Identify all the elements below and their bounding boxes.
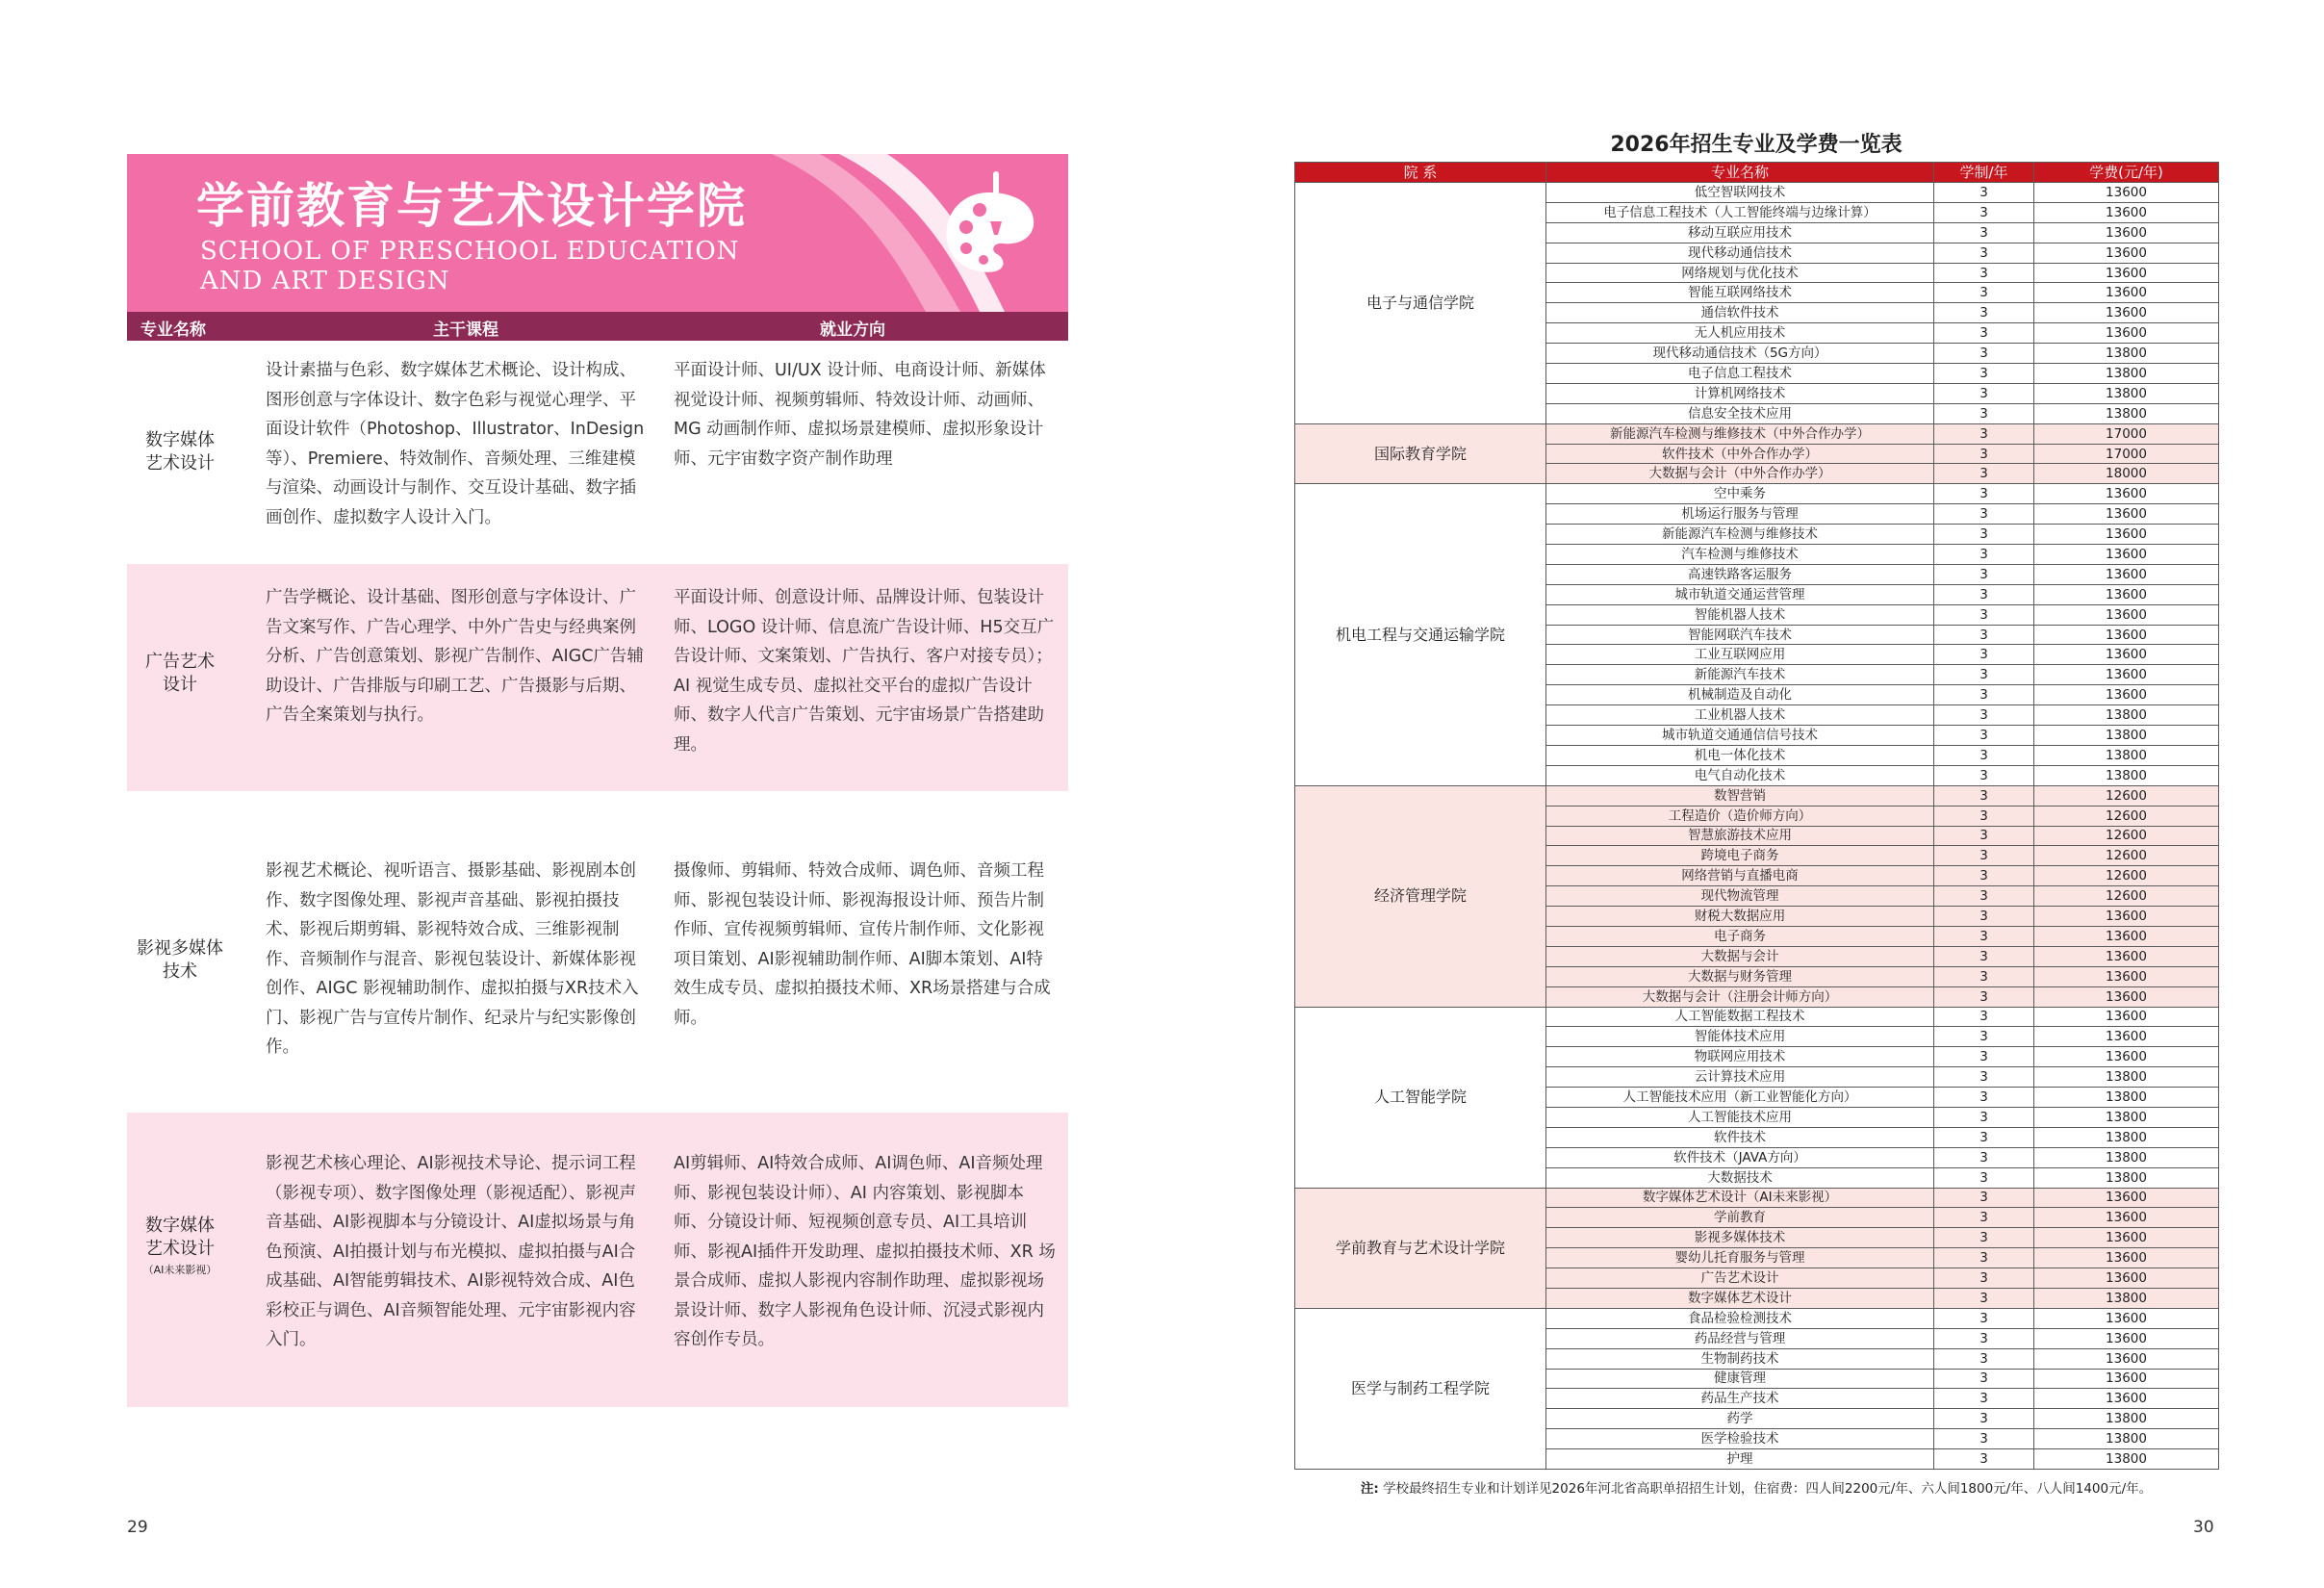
dept-group bbox=[1295, 1188, 2219, 1308]
fee-cell: 13600 bbox=[2034, 604, 2219, 625]
fee-cell: 13800 bbox=[2034, 1167, 2219, 1188]
major-cell: 现代物流管理 bbox=[1546, 886, 1934, 907]
major-cell: 医学检验技术 bbox=[1546, 1429, 1934, 1449]
fee-cell: 13600 bbox=[2034, 685, 2219, 705]
fee-cell: 12600 bbox=[2034, 785, 2219, 806]
years-cell: 3 bbox=[1934, 685, 2034, 705]
header-dept: 院 系 bbox=[1295, 163, 1546, 183]
major-cell: 现代移动通信技术（5G方向） bbox=[1546, 344, 1934, 364]
years-cell: 3 bbox=[1934, 1107, 2034, 1127]
fee-cell: 13600 bbox=[2034, 323, 2219, 344]
major-cell: 人工智能技术应用（新工业智能化方向） bbox=[1546, 1088, 1934, 1108]
fee-cell: 13600 bbox=[2034, 243, 2219, 263]
major-cell: 大数据与会计 bbox=[1546, 946, 1934, 966]
years-cell: 3 bbox=[1934, 1007, 2034, 1027]
major-cell: 工业机器人技术 bbox=[1546, 705, 1934, 726]
years-cell: 3 bbox=[1934, 665, 2034, 685]
dept-name: 国际教育学院 bbox=[1295, 423, 1546, 484]
fee-cell: 13800 bbox=[2034, 1067, 2219, 1088]
fee-cell: 17000 bbox=[2034, 444, 2219, 464]
major-name-subtitle: （AI未来影视） bbox=[142, 1264, 217, 1276]
table-row bbox=[1295, 1188, 2219, 1208]
major-cell: 新能源汽车检测与维修技术（中外合作办学） bbox=[1546, 423, 1934, 444]
fee-cell: 12600 bbox=[2034, 806, 2219, 826]
fee-cell: 13800 bbox=[2034, 1147, 2219, 1167]
dept-name: 经济管理学院 bbox=[1295, 785, 1546, 1007]
table-row bbox=[1295, 785, 2219, 806]
fee-cell: 13600 bbox=[2034, 202, 2219, 222]
main-courses: 影视艺术概论、视听语言、摄影基础、影视剧本创作、数字图像处理、影视声音基础、影视拍摄技术、影视后期剪辑、影视特效合成、三维影视制作、音频制作与混音、影视包装设计、新媒体影视创作、AIGC 影视辅助制作、虚拟拍摄与XR技术入门、影视广告与宣传片制作、纪录片与纪实影像创作。 bbox=[266, 861, 639, 1057]
major-cell: 电子信息工程技术（人工智能终端与边缘计算） bbox=[1546, 202, 1934, 222]
fee-cell: 13600 bbox=[2034, 584, 2219, 604]
fee-cell: 13800 bbox=[2034, 344, 2219, 364]
fee-cell: 13600 bbox=[2034, 986, 2219, 1007]
major-cell: 空中乘务 bbox=[1546, 484, 1934, 504]
years-cell: 3 bbox=[1934, 1047, 2034, 1067]
header-major: 专业名称 bbox=[140, 320, 206, 340]
table-row bbox=[1295, 1308, 2219, 1328]
fee-cell: 13600 bbox=[2034, 525, 2219, 545]
major-row bbox=[127, 564, 1068, 791]
major-cell: 工程造价（造价师方向） bbox=[1546, 806, 1934, 826]
major-cell: 生物制药技术 bbox=[1546, 1348, 1934, 1369]
fee-cell: 13600 bbox=[2034, 966, 2219, 986]
years-cell: 3 bbox=[1934, 846, 2034, 866]
banner-english-line-2: AND ART DESIGN bbox=[200, 267, 450, 295]
fee-cell: 13600 bbox=[2034, 1268, 2219, 1289]
years-cell: 3 bbox=[1934, 1248, 2034, 1268]
years-cell: 3 bbox=[1934, 222, 2034, 243]
years-cell: 3 bbox=[1934, 645, 2034, 665]
major-cell: 网络营销与直播电商 bbox=[1546, 866, 1934, 886]
major-cell: 现代移动通信技术 bbox=[1546, 243, 1934, 263]
years-cell: 3 bbox=[1934, 202, 2034, 222]
major-cell: 软件技术 bbox=[1546, 1127, 1934, 1147]
years-cell: 3 bbox=[1934, 464, 2034, 484]
career-directions: 平面设计师、UI/UX 设计师、电商设计师、新媒体视觉设计师、视频剪辑师、特效设计师、动画师、MG 动画制作师、虚拟场景建模师、虚拟形象设计师、元宇宙数字资产制作助理 bbox=[674, 361, 1046, 469]
fee-cell: 13800 bbox=[2034, 765, 2219, 785]
fee-cell: 13600 bbox=[2034, 1027, 2219, 1047]
fee-cell: 12600 bbox=[2034, 826, 2219, 846]
years-cell: 3 bbox=[1934, 604, 2034, 625]
years-cell: 3 bbox=[1934, 1127, 2034, 1147]
years-cell: 3 bbox=[1934, 364, 2034, 384]
fee-cell: 13600 bbox=[2034, 263, 2219, 283]
major-cell: 云计算技术应用 bbox=[1546, 1067, 1934, 1088]
major-row bbox=[127, 341, 1068, 564]
years-cell: 3 bbox=[1934, 1288, 2034, 1308]
years-cell: 3 bbox=[1934, 1188, 2034, 1208]
major-cell: 计算机网络技术 bbox=[1546, 383, 1934, 403]
dept-name: 医学与制药工程学院 bbox=[1295, 1308, 1546, 1469]
years-cell: 3 bbox=[1934, 946, 2034, 966]
main-courses: 影视艺术核心理论、AI影视技术导论、提示词工程（影视专项）、数字图像处理（影视适配）、影视声音基础、AI影视脚本与分镜设计、AI虚拟场景与角色预演、AI拍摄计划与布光模拟、虚拟拍摄与AI合成基础、AI智能剪辑技术、AI影视特效合成、AI色彩校正与调色、AI音频智能处理、元宇宙影视内容入门。 bbox=[266, 1154, 636, 1349]
major-cell: 数字媒体艺术设计（AI未来影视） bbox=[1546, 1188, 1934, 1208]
years-cell: 3 bbox=[1934, 1348, 2034, 1369]
major-cell: 新能源汽车技术 bbox=[1546, 665, 1934, 685]
years-cell: 3 bbox=[1934, 907, 2034, 927]
major-name: 影视多媒体 技术 bbox=[137, 938, 223, 982]
career-directions: AI剪辑师、AI特效合成师、AI调色师、AI音频处理师、影视包装设计师）、AI 内容策划、影视脚本师、分镜设计师、短视频创意专员、AI工具培训师、影视AI插件开发助理、虚拟拍摄技术师、XR 场景合成师、虚拟人影视内容制作助理、虚拟影视场景设计师、数字人影视角色设计师、沉浸式影视内容创作专员。 bbox=[674, 1154, 1056, 1349]
major-cell: 电子信息工程技术 bbox=[1546, 364, 1934, 384]
major-name: 数字媒体 艺术设计 bbox=[145, 1216, 215, 1259]
fee-cell: 13600 bbox=[2034, 564, 2219, 584]
years-cell: 3 bbox=[1934, 966, 2034, 986]
major-cell: 电子商务 bbox=[1546, 926, 1934, 946]
banner-english-title bbox=[200, 237, 739, 296]
note-label: 注: bbox=[1360, 1481, 1379, 1497]
years-cell: 3 bbox=[1934, 1308, 2034, 1328]
years-cell: 3 bbox=[1934, 926, 2034, 946]
years-cell: 3 bbox=[1934, 785, 2034, 806]
dept-group bbox=[1295, 785, 2219, 1007]
major-cell: 人工智能数据工程技术 bbox=[1546, 1007, 1934, 1027]
fee-cell: 13800 bbox=[2034, 1288, 2219, 1308]
dept-group bbox=[1295, 1308, 2219, 1469]
major-cell: 软件技术（JAVA方向） bbox=[1546, 1147, 1934, 1167]
fee-cell: 13800 bbox=[2034, 705, 2219, 726]
table-row bbox=[1295, 484, 2219, 504]
fee-cell: 13600 bbox=[2034, 1188, 2219, 1208]
major-cell: 财税大数据应用 bbox=[1546, 907, 1934, 927]
fee-note bbox=[1294, 1477, 2218, 1497]
years-cell: 3 bbox=[1934, 705, 2034, 726]
years-cell: 3 bbox=[1934, 303, 2034, 323]
major-cell: 城市轨道交通通信信号技术 bbox=[1546, 726, 1934, 746]
fee-cell: 17000 bbox=[2034, 423, 2219, 444]
years-cell: 3 bbox=[1934, 826, 2034, 846]
table-row bbox=[1295, 423, 2219, 444]
header-fee: 学费(元/年) bbox=[2034, 163, 2219, 183]
fee-table-title: 2026年招生专业及学费一览表 bbox=[1610, 133, 1903, 157]
course-table-header bbox=[127, 312, 1068, 341]
dept-group bbox=[1295, 183, 2219, 424]
years-cell: 3 bbox=[1934, 886, 2034, 907]
major-cell: 智能机器人技术 bbox=[1546, 604, 1934, 625]
years-cell: 3 bbox=[1934, 263, 2034, 283]
years-cell: 3 bbox=[1934, 183, 2034, 203]
dept-group bbox=[1295, 1007, 2219, 1188]
major-cell: 城市轨道交通运营管理 bbox=[1546, 584, 1934, 604]
major-cell: 信息安全技术应用 bbox=[1546, 403, 1934, 423]
fee-cell: 13600 bbox=[2034, 1208, 2219, 1228]
fee-cell: 13600 bbox=[2034, 1308, 2219, 1328]
major-cell: 大数据与会计（注册会计师方向） bbox=[1546, 986, 1934, 1007]
fee-cell: 13600 bbox=[2034, 283, 2219, 303]
main-courses: 设计素描与色彩、数字媒体艺术概论、设计构成、图形创意与字体设计、数字色彩与视觉心理学、平面设计软件（Photoshop、Illustrator、InDesign等）、Premiere、特效制作、音频处理、三维建模与渲染、动画设计与制作、交互设计基础、数字插画创作、虚拟数字人设计入门。 bbox=[266, 361, 645, 527]
years-cell: 3 bbox=[1934, 504, 2034, 525]
years-cell: 3 bbox=[1934, 1449, 2034, 1470]
major-cell: 跨境电子商务 bbox=[1546, 846, 1934, 866]
fee-cell: 13600 bbox=[2034, 1047, 2219, 1067]
header-years: 学制/年 bbox=[1934, 163, 2034, 183]
years-cell: 3 bbox=[1934, 1088, 2034, 1108]
years-cell: 3 bbox=[1934, 625, 2034, 645]
years-cell: 3 bbox=[1934, 866, 2034, 886]
fee-cell: 13800 bbox=[2034, 364, 2219, 384]
fee-cell: 13600 bbox=[2034, 303, 2219, 323]
years-cell: 3 bbox=[1934, 726, 2034, 746]
major-cell: 影视多媒体技术 bbox=[1546, 1228, 1934, 1248]
fee-cell: 18000 bbox=[2034, 464, 2219, 484]
major-cell: 健康管理 bbox=[1546, 1369, 1934, 1389]
years-cell: 3 bbox=[1934, 1067, 2034, 1088]
fee-cell: 13800 bbox=[2034, 1449, 2219, 1470]
fee-cell: 13800 bbox=[2034, 383, 2219, 403]
career-directions: 摄像师、剪辑师、特效合成师、调色师、音频工程师、影视包装设计师、影视海报设计师、预告片制作师、宣传视频剪辑师、宣传片制作师、文化影视项目策划、AI影视辅助制作师、AI脚本策划、AI特效生成专员、虚拟拍摄技术师、XR场景搭建与合成师。 bbox=[674, 861, 1051, 1028]
major-cell: 智慧旅游技术应用 bbox=[1546, 826, 1934, 846]
fee-cell: 13600 bbox=[2034, 1389, 2219, 1409]
major-cell: 药品生产技术 bbox=[1546, 1389, 1934, 1409]
major-cell: 机场运行服务与管理 bbox=[1546, 504, 1934, 525]
major-cell: 食品检验检测技术 bbox=[1546, 1308, 1934, 1328]
fee-cell: 13600 bbox=[2034, 1228, 2219, 1248]
major-cell: 低空智联网技术 bbox=[1546, 183, 1934, 203]
header-major-name: 专业名称 bbox=[1546, 163, 1934, 183]
fee-cell: 13800 bbox=[2034, 726, 2219, 746]
years-cell: 3 bbox=[1934, 1389, 2034, 1409]
years-cell: 3 bbox=[1934, 1268, 2034, 1289]
years-cell: 3 bbox=[1934, 1429, 2034, 1449]
major-name: 广告艺术 设计 bbox=[145, 652, 215, 695]
major-cell: 移动互联应用技术 bbox=[1546, 222, 1934, 243]
years-cell: 3 bbox=[1934, 806, 2034, 826]
major-cell: 高速铁路客运服务 bbox=[1546, 564, 1934, 584]
major-cell: 护理 bbox=[1546, 1449, 1934, 1470]
major-cell: 人工智能技术应用 bbox=[1546, 1107, 1934, 1127]
dept-name: 机电工程与交通运输学院 bbox=[1295, 484, 1546, 785]
years-cell: 3 bbox=[1934, 484, 2034, 504]
fee-cell: 13800 bbox=[2034, 1429, 2219, 1449]
dept-name: 电子与通信学院 bbox=[1295, 183, 1546, 424]
fee-cell: 13600 bbox=[2034, 1348, 2219, 1369]
major-cell: 大数据与会计（中外合作办学） bbox=[1546, 464, 1934, 484]
fee-cell: 13800 bbox=[2034, 403, 2219, 423]
banner-english-line-1: SCHOOL OF PRESCHOOL EDUCATION bbox=[200, 237, 740, 266]
years-cell: 3 bbox=[1934, 765, 2034, 785]
years-cell: 3 bbox=[1934, 403, 2034, 423]
fee-cell: 13600 bbox=[2034, 183, 2219, 203]
years-cell: 3 bbox=[1934, 1369, 2034, 1389]
fee-cell: 13600 bbox=[2034, 504, 2219, 525]
fee-cell: 13800 bbox=[2034, 745, 2219, 765]
fee-cell: 12600 bbox=[2034, 886, 2219, 907]
years-cell: 3 bbox=[1934, 323, 2034, 344]
major-cell: 新能源汽车检测与维修技术 bbox=[1546, 525, 1934, 545]
major-row bbox=[127, 1113, 1068, 1407]
dept-group bbox=[1295, 484, 2219, 785]
years-cell: 3 bbox=[1934, 1228, 2034, 1248]
major-cell: 无人机应用技术 bbox=[1546, 323, 1934, 344]
major-cell: 大数据技术 bbox=[1546, 1167, 1934, 1188]
years-cell: 3 bbox=[1934, 1208, 2034, 1228]
fee-table-header-row bbox=[1295, 163, 2219, 183]
years-cell: 3 bbox=[1934, 1167, 2034, 1188]
fee-cell: 13800 bbox=[2034, 1107, 2219, 1127]
fee-cell: 13600 bbox=[2034, 625, 2219, 645]
years-cell: 3 bbox=[1934, 525, 2034, 545]
college-banner bbox=[127, 154, 1068, 312]
years-cell: 3 bbox=[1934, 584, 2034, 604]
main-courses: 广告学概论、设计基础、图形创意与字体设计、广告文案写作、广告心理学、中外广告史与经典案例分析、广告创意策划、影视广告制作、AIGC广告辅助设计、广告排版与印刷工艺、广告摄影与后期、广告全案策划与执行。 bbox=[266, 588, 644, 725]
years-cell: 3 bbox=[1934, 344, 2034, 364]
major-cell: 智能互联网络技术 bbox=[1546, 283, 1934, 303]
major-cell: 药学 bbox=[1546, 1409, 1934, 1429]
major-cell: 数字媒体艺术设计 bbox=[1546, 1288, 1934, 1308]
fee-cell: 13600 bbox=[2034, 1328, 2219, 1348]
years-cell: 3 bbox=[1934, 1147, 2034, 1167]
fee-cell: 13600 bbox=[2034, 545, 2219, 565]
major-cell: 大数据与财务管理 bbox=[1546, 966, 1934, 986]
major-cell: 软件技术（中外合作办学） bbox=[1546, 444, 1934, 464]
major-cell: 数智营销 bbox=[1546, 785, 1934, 806]
major-cell: 工业互联网应用 bbox=[1546, 645, 1934, 665]
years-cell: 3 bbox=[1934, 444, 2034, 464]
fee-cell: 13600 bbox=[2034, 926, 2219, 946]
fee-cell: 13600 bbox=[2034, 484, 2219, 504]
fee-cell: 13600 bbox=[2034, 1007, 2219, 1027]
fee-cell: 13600 bbox=[2034, 1248, 2219, 1268]
page-number-right: 30 bbox=[2193, 1518, 2214, 1537]
header-jobs: 就业方向 bbox=[820, 320, 885, 340]
fee-cell: 12600 bbox=[2034, 846, 2219, 866]
major-cell: 婴幼儿托育服务与管理 bbox=[1546, 1248, 1934, 1268]
palette-brush-icon bbox=[937, 171, 1041, 285]
dept-group bbox=[1295, 423, 2219, 484]
dept-name: 学前教育与艺术设计学院 bbox=[1295, 1188, 1546, 1308]
fee-cell: 13600 bbox=[2034, 222, 2219, 243]
major-cell: 网络规划与优化技术 bbox=[1546, 263, 1934, 283]
years-cell: 3 bbox=[1934, 283, 2034, 303]
table-row bbox=[1295, 1007, 2219, 1027]
fee-cell: 13600 bbox=[2034, 645, 2219, 665]
years-cell: 3 bbox=[1934, 1027, 2034, 1047]
years-cell: 3 bbox=[1934, 383, 2034, 403]
career-directions: 平面设计师、创意设计师、品牌设计师、包装设计师、LOGO 设计师、信息流广告设计师、H5交互广告设计师、文案策划、广告执行、客户对接专员）；AI 视觉生成专员、虚拟社交平台的虚拟广告设计师、数字人代言广告策划、元宇宙场景广告搭建助理。 bbox=[674, 588, 1055, 755]
years-cell: 3 bbox=[1934, 745, 2034, 765]
table-row bbox=[1295, 183, 2219, 203]
major-cell: 物联网应用技术 bbox=[1546, 1047, 1934, 1067]
major-cell: 广告艺术设计 bbox=[1546, 1268, 1934, 1289]
fee-cell: 13800 bbox=[2034, 1088, 2219, 1108]
fee-cell: 13600 bbox=[2034, 665, 2219, 685]
note-text: 学校最终招生专业和计划详见2026年河北省高职单招招生计划，住宿费：四人间2200元/年、六人间1800元/年、八人间1400元/年。 bbox=[1383, 1481, 2153, 1497]
major-cell: 学前教育 bbox=[1546, 1208, 1934, 1228]
years-cell: 3 bbox=[1934, 1409, 2034, 1429]
fee-cell: 13800 bbox=[2034, 1409, 2219, 1429]
years-cell: 3 bbox=[1934, 564, 2034, 584]
major-cell: 机械制造及自动化 bbox=[1546, 685, 1934, 705]
years-cell: 3 bbox=[1934, 545, 2034, 565]
page-number-left: 29 bbox=[127, 1518, 148, 1537]
fee-cell: 13800 bbox=[2034, 1127, 2219, 1147]
major-cell: 通信软件技术 bbox=[1546, 303, 1934, 323]
header-courses: 主干课程 bbox=[433, 320, 498, 340]
major-cell: 药品经营与管理 bbox=[1546, 1328, 1934, 1348]
major-cell: 机电一体化技术 bbox=[1546, 745, 1934, 765]
years-cell: 3 bbox=[1934, 243, 2034, 263]
banner-title: 学前教育与艺术设计学院 bbox=[196, 177, 747, 234]
major-row bbox=[127, 791, 1068, 1113]
years-cell: 3 bbox=[1934, 423, 2034, 444]
fee-cell: 13600 bbox=[2034, 946, 2219, 966]
fee-cell: 13600 bbox=[2034, 1369, 2219, 1389]
major-name-block bbox=[127, 1215, 233, 1278]
major-cell: 电气自动化技术 bbox=[1546, 765, 1934, 785]
major-cell: 智能网联汽车技术 bbox=[1546, 625, 1934, 645]
fee-cell: 12600 bbox=[2034, 866, 2219, 886]
major-name: 数字媒体 艺术设计 bbox=[145, 430, 215, 474]
dept-name: 人工智能学院 bbox=[1295, 1007, 1546, 1188]
major-cell: 智能体技术应用 bbox=[1546, 1027, 1934, 1047]
fee-cell: 13600 bbox=[2034, 907, 2219, 927]
years-cell: 3 bbox=[1934, 986, 2034, 1007]
major-cell: 汽车检测与维修技术 bbox=[1546, 545, 1934, 565]
years-cell: 3 bbox=[1934, 1328, 2034, 1348]
fee-table bbox=[1294, 162, 2219, 1470]
